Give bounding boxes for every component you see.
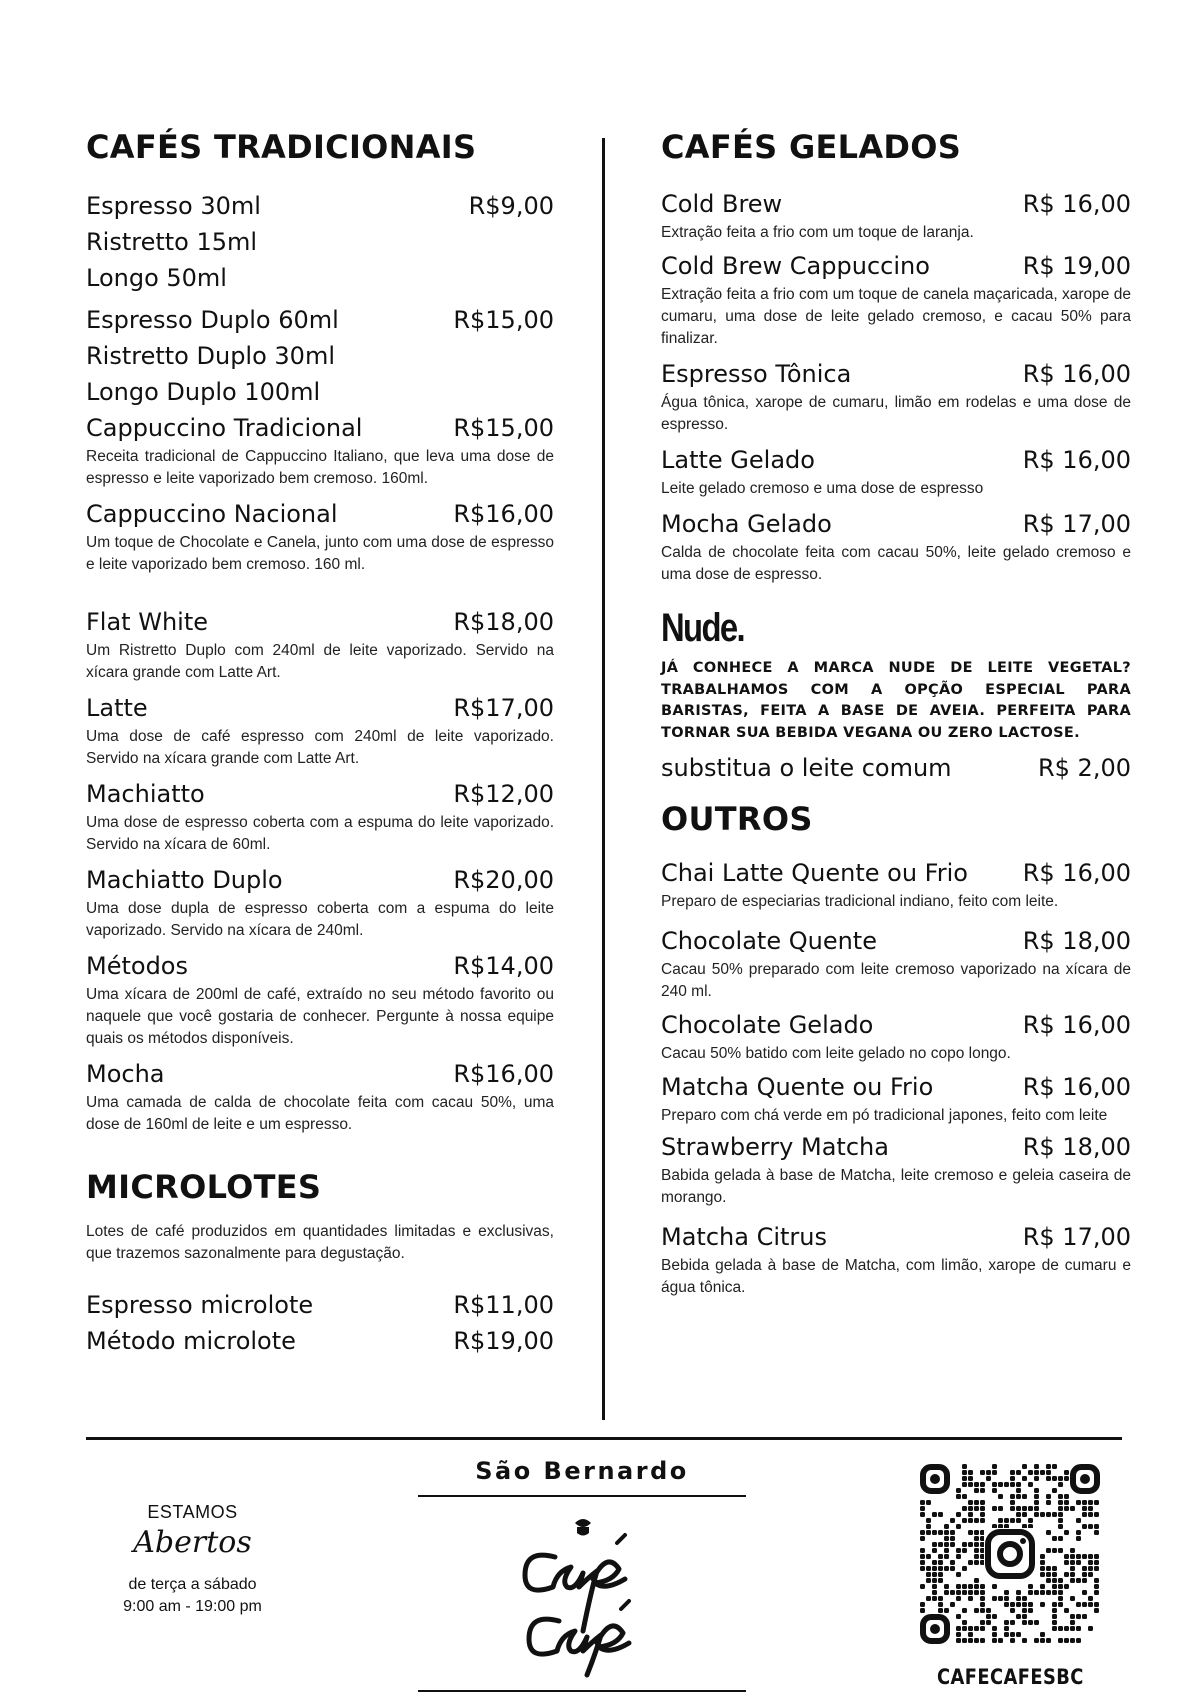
menu-item: [86, 690, 554, 770]
menu-item: [661, 855, 1131, 913]
item-description: Um toque de Chocolate e Canela, junto com uma dose de espresso e leite vaporizado bem cremoso. 160 ml.: [86, 534, 554, 574]
item-price: R$15,00: [453, 414, 554, 443]
menu-item: [661, 1007, 1131, 1065]
menu-item: [86, 862, 554, 942]
item-name: Longo Duplo 100ml: [86, 378, 321, 407]
item-price: R$16,00: [453, 500, 554, 529]
item-name: Método microlote: [86, 1326, 296, 1355]
footer-divider: [86, 1437, 1122, 1440]
item-price: R$ 16,00: [1022, 190, 1131, 219]
item-name: Flat White: [86, 608, 209, 637]
menu-item: [86, 604, 554, 684]
left-column: [86, 128, 554, 1359]
item-name: Chocolate Quente: [661, 926, 877, 955]
item-description: Água tônica, xarope de cumaru, limão em rodelas e uma dose de espresso.: [661, 394, 1131, 434]
item-description: Uma dose de café espresso com 240ml de leite vaporizado. Servido na xícara grande com Latte Art.: [86, 728, 554, 768]
item-name: Cold Brew Cappuccino: [661, 252, 930, 281]
open-script-text: Abertos: [133, 1525, 252, 1560]
item-name: Espresso 30ml: [86, 192, 261, 221]
item-name: substitua o leite comum: [661, 754, 952, 783]
menu-item: [661, 248, 1131, 350]
item-description: Calda de chocolate feita com cacau 50%, leite gelado cremoso e uma dose de espresso.: [661, 544, 1131, 584]
menu-item: [661, 750, 1131, 786]
item-name: Ristretto Duplo 30ml: [86, 342, 335, 371]
item-price: R$ 18,00: [1022, 1132, 1131, 1161]
section-title-microlotes: MICROLOTES: [86, 1168, 322, 1207]
item-name: Mocha Gelado: [661, 510, 832, 539]
open-label: ESTAMOS: [147, 1502, 238, 1522]
menu-item: [661, 442, 1131, 500]
menu-item: [86, 410, 554, 490]
nude-logo: Nude.: [661, 606, 744, 651]
cafe-cafe-logo: [497, 1505, 667, 1683]
section-description: Lotes de café produzidos em quantidades limitadas e exclusivas, que trazemos sazonalmente para degustação.: [86, 1222, 554, 1262]
open-hours: 9:00 am - 19:00 pm: [123, 1598, 262, 1615]
item-name: Cappuccino Nacional: [86, 500, 338, 529]
item-description: Preparo de especiarias tradicional indiano, feito com leite.: [661, 892, 1059, 910]
item-description: Uma dose de espresso coberta com a espuma do leite vaporizado. Servido na xícara de 60ml.: [86, 814, 554, 854]
nude-description: JÁ CONHECE A MARCA NUDE DE LEITE VEGETAL? TRABALHAMOS COM A OPÇÃO ESPECIAL PARA BARISTAS, FEITA A BASE DE AVEIA. PERFEITA PARA TORNAR SUA BEBIDA VEGANA OU ZERO LACTOSE.: [661, 660, 1131, 741]
opening-hours: [100, 1502, 285, 1618]
item-price: R$12,00: [453, 780, 554, 809]
item-name: Chai Latte Quente ou Frio: [661, 858, 968, 887]
bottom-line: [418, 1690, 746, 1692]
qr-code-icon[interactable]: [918, 1462, 1102, 1646]
item-price: R$ 18,00: [1022, 926, 1131, 955]
item-name: Strawberry Matcha: [661, 1132, 889, 1161]
item-price: R$18,00: [453, 608, 554, 637]
section-title-tradicionais: CAFÉS TRADICIONAIS: [86, 128, 477, 166]
nude-brand-block: [661, 608, 1131, 786]
coffee-cup-icon: [575, 1519, 591, 1536]
menu-item: [661, 923, 1131, 1003]
item-price: R$ 17,00: [1022, 510, 1131, 539]
item-name: Espresso Duplo 60ml: [86, 306, 339, 335]
menu-item: [86, 1056, 554, 1136]
item-name: Espresso Tônica: [661, 360, 852, 389]
item-description: Preparo com chá verde em pó tradicional japones, feito com leite: [661, 1106, 1108, 1124]
item-name: Métodos: [86, 952, 188, 981]
menu-item: [86, 1287, 554, 1323]
item-price: R$14,00: [453, 952, 554, 981]
item-price: R$ 19,00: [1022, 252, 1131, 281]
item-description: Extração feita a frio com um toque de canela maçaricada, xarope de cumaru, uma dose de leite gelado cremoso, e cacau 50% para finalizar.: [661, 286, 1131, 348]
item-description: Cacau 50% preparado com leite cremoso vaporizado na xícara de 240 ml.: [661, 960, 1131, 1000]
item-price: R$16,00: [453, 1060, 554, 1089]
menu-item: [661, 186, 1131, 244]
item-name: Longo 50ml: [86, 264, 227, 293]
item-price: R$ 17,00: [1022, 1222, 1131, 1251]
column-divider: [602, 138, 605, 1420]
top-line: [418, 1495, 746, 1497]
item-name: Espresso microlote: [86, 1290, 314, 1319]
item-description: Cacau 50% batido com leite gelado no copo longo.: [661, 1044, 1011, 1062]
menu-item: [661, 356, 1131, 436]
menu-item: [661, 506, 1131, 586]
item-description: Uma xícara de 200ml de café, extraído no seu método favorito ou naquele que você gostaria de conhecer. Pergunte à nossa equipe quais os métodos disponíveis.: [86, 986, 554, 1048]
item-description: Bebida gelada à base de Matcha, com limão, xarope de cumaru e água tônica.: [661, 1256, 1131, 1296]
section-title-outros: OUTROS: [661, 800, 813, 839]
item-name: Matcha Quente ou Frio: [661, 1072, 934, 1101]
instagram-handle[interactable]: CAFECAFESBC: [936, 1665, 1084, 1689]
item-name: Chocolate Gelado: [661, 1010, 874, 1039]
item-description: Um Ristretto Duplo com 240ml de leite vaporizado. Servido na xícara grande com Latte Art.: [86, 642, 554, 682]
right-column: [661, 128, 1131, 1301]
item-description: Leite gelado cremoso e uma dose de espresso: [661, 480, 984, 498]
item-price: R$ 16,00: [1022, 360, 1131, 389]
item-price: R$19,00: [453, 1326, 554, 1355]
item-price: R$ 16,00: [1022, 1010, 1131, 1039]
item-description: Uma dose dupla de espresso coberta com a espuma do leite vaporizado. Servido na xícara de 240ml.: [86, 900, 554, 940]
item-name: Matcha Citrus: [661, 1222, 827, 1251]
menu-item: [86, 1323, 554, 1359]
item-price: R$ 16,00: [1022, 858, 1131, 887]
item-name: Ristretto 15ml: [86, 228, 258, 257]
brand-block: [418, 1457, 746, 1692]
item-name: Cold Brew: [661, 190, 783, 219]
item-price: R$9,00: [468, 192, 554, 221]
item-price: R$20,00: [453, 866, 554, 895]
item-name: Machiatto: [86, 780, 205, 809]
item-price: R$ 16,00: [1022, 446, 1131, 475]
section-title-gelados: CAFÉS GELADOS: [661, 128, 962, 166]
menu-group-espresso: [86, 188, 554, 296]
item-description: Extração feita a frio com um toque de laranja.: [661, 224, 974, 242]
item-price: R$15,00: [453, 306, 554, 335]
item-name: Latte: [86, 694, 148, 723]
city-name: São Bernardo: [475, 1457, 689, 1485]
menu-group-espresso-duplo: [86, 302, 554, 410]
item-price: R$ 16,00: [1022, 1072, 1131, 1101]
item-description: Babida gelada à base de Matcha, leite cremoso e geleia caseira de morango.: [661, 1166, 1131, 1206]
item-description: Receita tradicional de Cappuccino Italiano, que leva uma dose de espresso e leite vaporizado bem cremoso. 160ml.: [86, 448, 554, 488]
menu-item: [86, 496, 554, 576]
item-name: Latte Gelado: [661, 446, 815, 475]
item-description: Uma camada de calda de chocolate feita com cacau 50%, uma dose de 160ml de leite e um espresso.: [86, 1094, 554, 1134]
item-name: Machiatto Duplo: [86, 866, 283, 895]
microlote-list: [86, 1287, 554, 1359]
menu-item: [661, 1129, 1131, 1209]
item-name: Mocha: [86, 1060, 165, 1089]
menu-item: [661, 1219, 1131, 1299]
menu-item: [86, 948, 554, 1050]
item-price: R$11,00: [453, 1290, 554, 1319]
item-price: R$17,00: [453, 694, 554, 723]
menu-item: [86, 776, 554, 856]
menu-item: [661, 1069, 1131, 1127]
item-price: R$ 2,00: [1037, 754, 1131, 783]
instagram-block: [918, 1462, 1102, 1689]
open-days: de terça a sábado: [128, 1576, 257, 1593]
item-name: Cappuccino Tradicional: [86, 414, 363, 443]
